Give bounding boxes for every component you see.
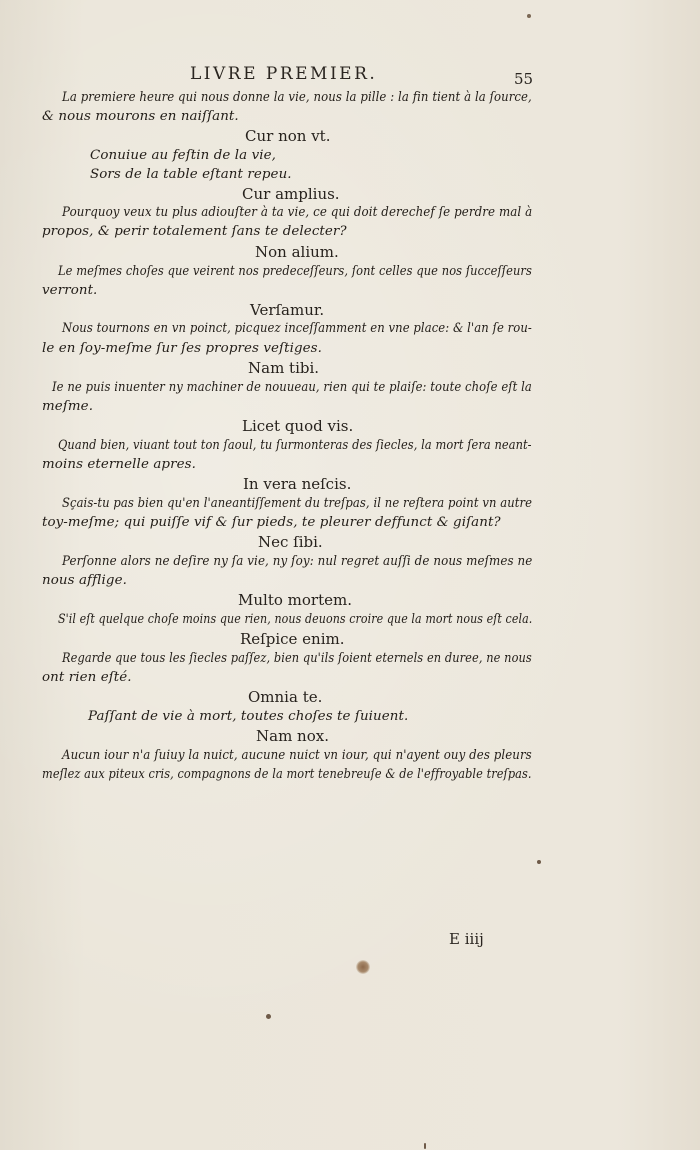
text-line: ont rien eſté. bbox=[42, 670, 132, 685]
section-heading: Reſpice enim. bbox=[240, 630, 345, 648]
text-line: moins eternelle apres. bbox=[42, 457, 196, 472]
text-line: Nous tournons en vn poinct, picquez inceſſamment en vne place: & l'an ſe rou- bbox=[62, 321, 532, 336]
text-line: Aucun iour n'a ſuiuy la nuict, aucune nuict vn iour, qui n'ayent ouy des pleurs bbox=[62, 748, 532, 763]
text-line: S'il eſt quelque choſe moins que rien, nous deuons croire que la mort nous eſt cela. bbox=[58, 612, 533, 627]
text-line: nous afflige. bbox=[42, 573, 127, 588]
text-line: Le meſmes choſes que veirent nos predeceſſeurs, ſont celles que nos ſucceſſeurs bbox=[58, 264, 532, 279]
section-heading: Nam nox. bbox=[256, 727, 329, 745]
section-heading: Non alium. bbox=[255, 243, 339, 261]
ink-speck bbox=[424, 1143, 426, 1149]
section-heading: Multo mortem. bbox=[238, 591, 352, 609]
section-heading: Nec ſibi. bbox=[258, 533, 323, 551]
section-heading: Licet quod vis. bbox=[242, 417, 354, 435]
text-line: La premiere heure qui nous donne la vie, nous la pille : la fin tient à la ſource, bbox=[62, 90, 532, 105]
page-number: 55 bbox=[514, 70, 534, 88]
ink-speck bbox=[527, 14, 531, 18]
text-line: Paſſant de vie à mort, toutes choſes te ſuiuent. bbox=[88, 709, 409, 724]
section-heading: Omnia te. bbox=[248, 688, 323, 706]
section-heading: Cur amplius. bbox=[242, 185, 340, 203]
verse-line: Sors de la table eſtant repeu. bbox=[90, 167, 292, 182]
text-line: Pourquoy veux tu plus adiouſter à ta vie, ce qui doit derechef ſe perdre mal à bbox=[62, 205, 533, 220]
signature-mark: E iiij bbox=[449, 930, 484, 948]
text-line: meſme. bbox=[42, 399, 94, 414]
section-heading: Nam tibi. bbox=[248, 359, 320, 377]
text-line: Quand bien, viuant tout ton ſaoul, tu ſurmonteras des ſiecles, la mort ſera neant- bbox=[58, 438, 532, 453]
text-line: le en ſoy-meſme ſur ſes propres veſtiges. bbox=[42, 341, 322, 356]
text-line: & nous mourons en naiſſant. bbox=[42, 109, 239, 124]
section-heading: Cur non vt. bbox=[245, 127, 331, 145]
section-heading: In vera neſcis. bbox=[243, 475, 352, 493]
ink-speck bbox=[537, 860, 541, 864]
text-line: propos, & perir totalement ſans te delecter? bbox=[42, 224, 347, 239]
page-header bbox=[0, 64, 700, 88]
text-line: verront. bbox=[42, 283, 98, 298]
section-heading: Verſamur. bbox=[250, 301, 325, 319]
text-line: Perſonne alors ne deſire ny ſa vie, ny ſoy: nul regret auſſi de nous meſmes ne bbox=[62, 554, 533, 569]
verse-line: Conuiue au feſtin de la vie, bbox=[90, 148, 276, 163]
ink-stain bbox=[356, 960, 370, 974]
ink-speck bbox=[266, 1014, 271, 1019]
text-line: Sçais-tu pas bien qu'en l'aneantiſſement du treſpas, il ne reſtera point vn autre bbox=[62, 496, 533, 511]
text-line: Ie ne puis inuenter ny machiner de nouueau, rien qui te plaiſe: toute choſe eſt la bbox=[52, 380, 532, 395]
text-line: Regarde que tous les ſiecles paſſez, bien qu'ils ſoient eternels en duree, ne nous bbox=[62, 651, 532, 666]
running-head: LIVRE PREMIER. bbox=[190, 64, 378, 84]
text-line: toy-meſme; qui puiſſe vif & ſur pieds, te pleurer deffunct & giſant? bbox=[42, 515, 501, 530]
text-line: meſlez aux piteux cris, compagnons de la mort tenebreuſe & de l'effroyable treſpas. bbox=[42, 767, 532, 782]
